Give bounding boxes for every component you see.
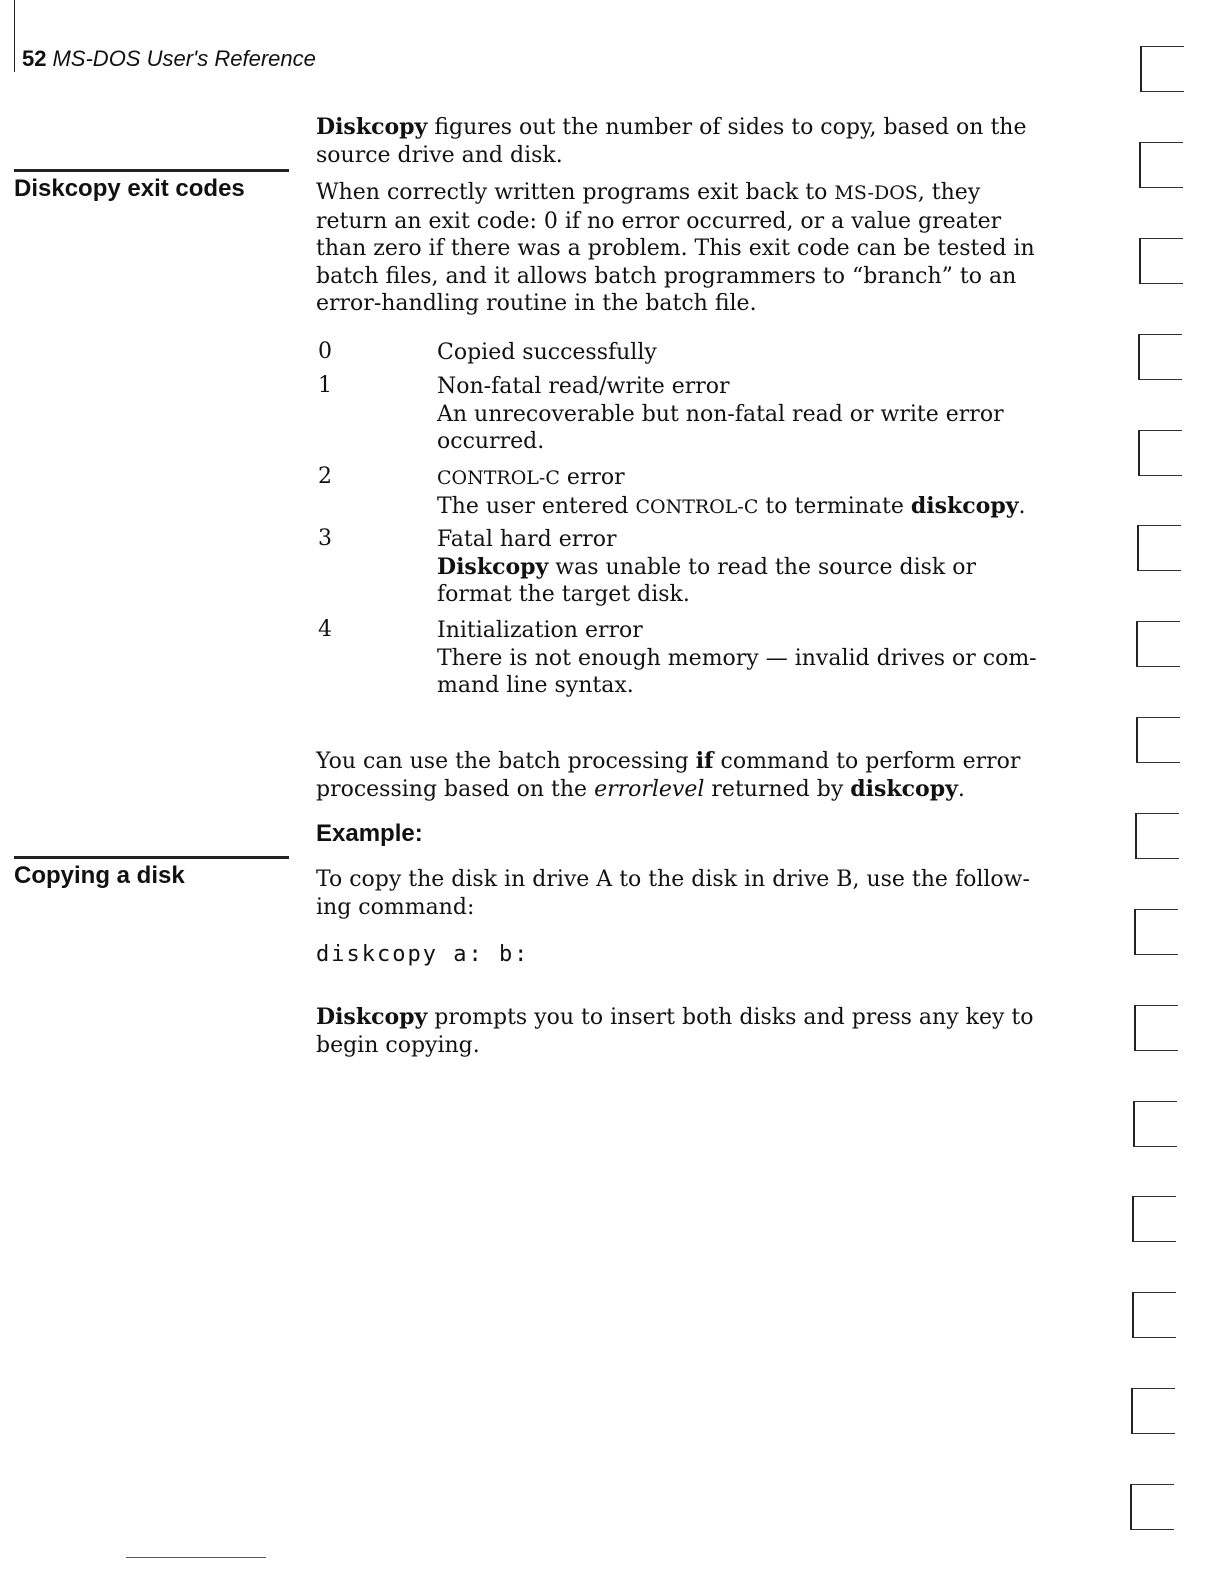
book-title: MS-DOS User's Reference: [52, 46, 316, 71]
section-rule: [14, 169, 289, 172]
binder-tab: [1140, 46, 1184, 92]
closing-paragraph: Diskcopy prompts you to insert both disks and press any key to begin copying.: [316, 1004, 1034, 1058]
exit-code-entry: Non-fatal read/write error An unrecoverable but non-fatal read or write error occurred.: [437, 374, 1004, 454]
binder-tab: [1139, 142, 1183, 188]
binder-tab: [1138, 334, 1182, 380]
header-rule: [14, 0, 15, 72]
binder-tab: [1136, 621, 1180, 667]
binder-tab: [1138, 430, 1182, 476]
intro-paragraph: Diskcopy figures out the number of sides to copy, based on the source drive and disk.: [316, 114, 1027, 168]
binder-tab: [1133, 1101, 1177, 1147]
section-heading-exit-codes: Diskcopy exit codes: [14, 175, 245, 202]
command-example: diskcopy a: b:: [316, 942, 530, 967]
running-header: [22, 46, 316, 72]
binder-tab: [1136, 717, 1180, 763]
example-paragraph: To copy the disk in drive A to the disk in drive B, use the follow- ing command:: [316, 867, 1030, 920]
exit-code-paragraph: When correctly written programs exit back to MS-DOS, they return an exit code: 0 if no error occurred, or a value greater than zero if there was a problem. This exit code can be tested in batch files, and it allows batch programmers to “branch” to an error-handling routine in the batch file.: [316, 180, 1035, 316]
page-number: 52: [22, 46, 47, 71]
exit-code-number: 2: [318, 464, 332, 489]
exit-code-number: 1: [318, 373, 332, 398]
section-heading-copying: Copying a disk: [14, 862, 185, 889]
exit-code-entry: Copied successfully: [437, 340, 657, 365]
binder-tab: [1130, 1484, 1174, 1530]
binder-tab: [1134, 1005, 1178, 1051]
scan-artifact-line: [126, 1557, 266, 1558]
section-rule: [14, 856, 289, 859]
example-heading: Example:: [316, 820, 423, 847]
exit-code-number: 0: [318, 339, 332, 364]
exit-code-entry: CONTROL-C error The user entered CONTROL-C to terminate diskcopy.: [437, 465, 1026, 519]
binder-tab: [1137, 525, 1181, 571]
binder-tab: [1132, 1196, 1176, 1242]
binder-tab: [1139, 238, 1183, 284]
batch-paragraph: You can use the batch processing if command to perform error processing based on the errorlevel returned by diskcopy.: [316, 748, 1021, 802]
binder-tab: [1131, 1388, 1175, 1434]
exit-code-number: 3: [318, 526, 332, 551]
binder-tab: [1135, 813, 1179, 859]
binder-tab: [1134, 909, 1178, 955]
binder-tab: [1132, 1292, 1176, 1338]
exit-code-entry: Fatal hard error Diskcopy was unable to read the source disk or format the target disk.: [437, 527, 977, 607]
exit-code-number: 4: [318, 617, 332, 642]
exit-code-entry: Initialization error There is not enough memory — invalid drives or com- mand line syntax.: [437, 618, 1037, 698]
